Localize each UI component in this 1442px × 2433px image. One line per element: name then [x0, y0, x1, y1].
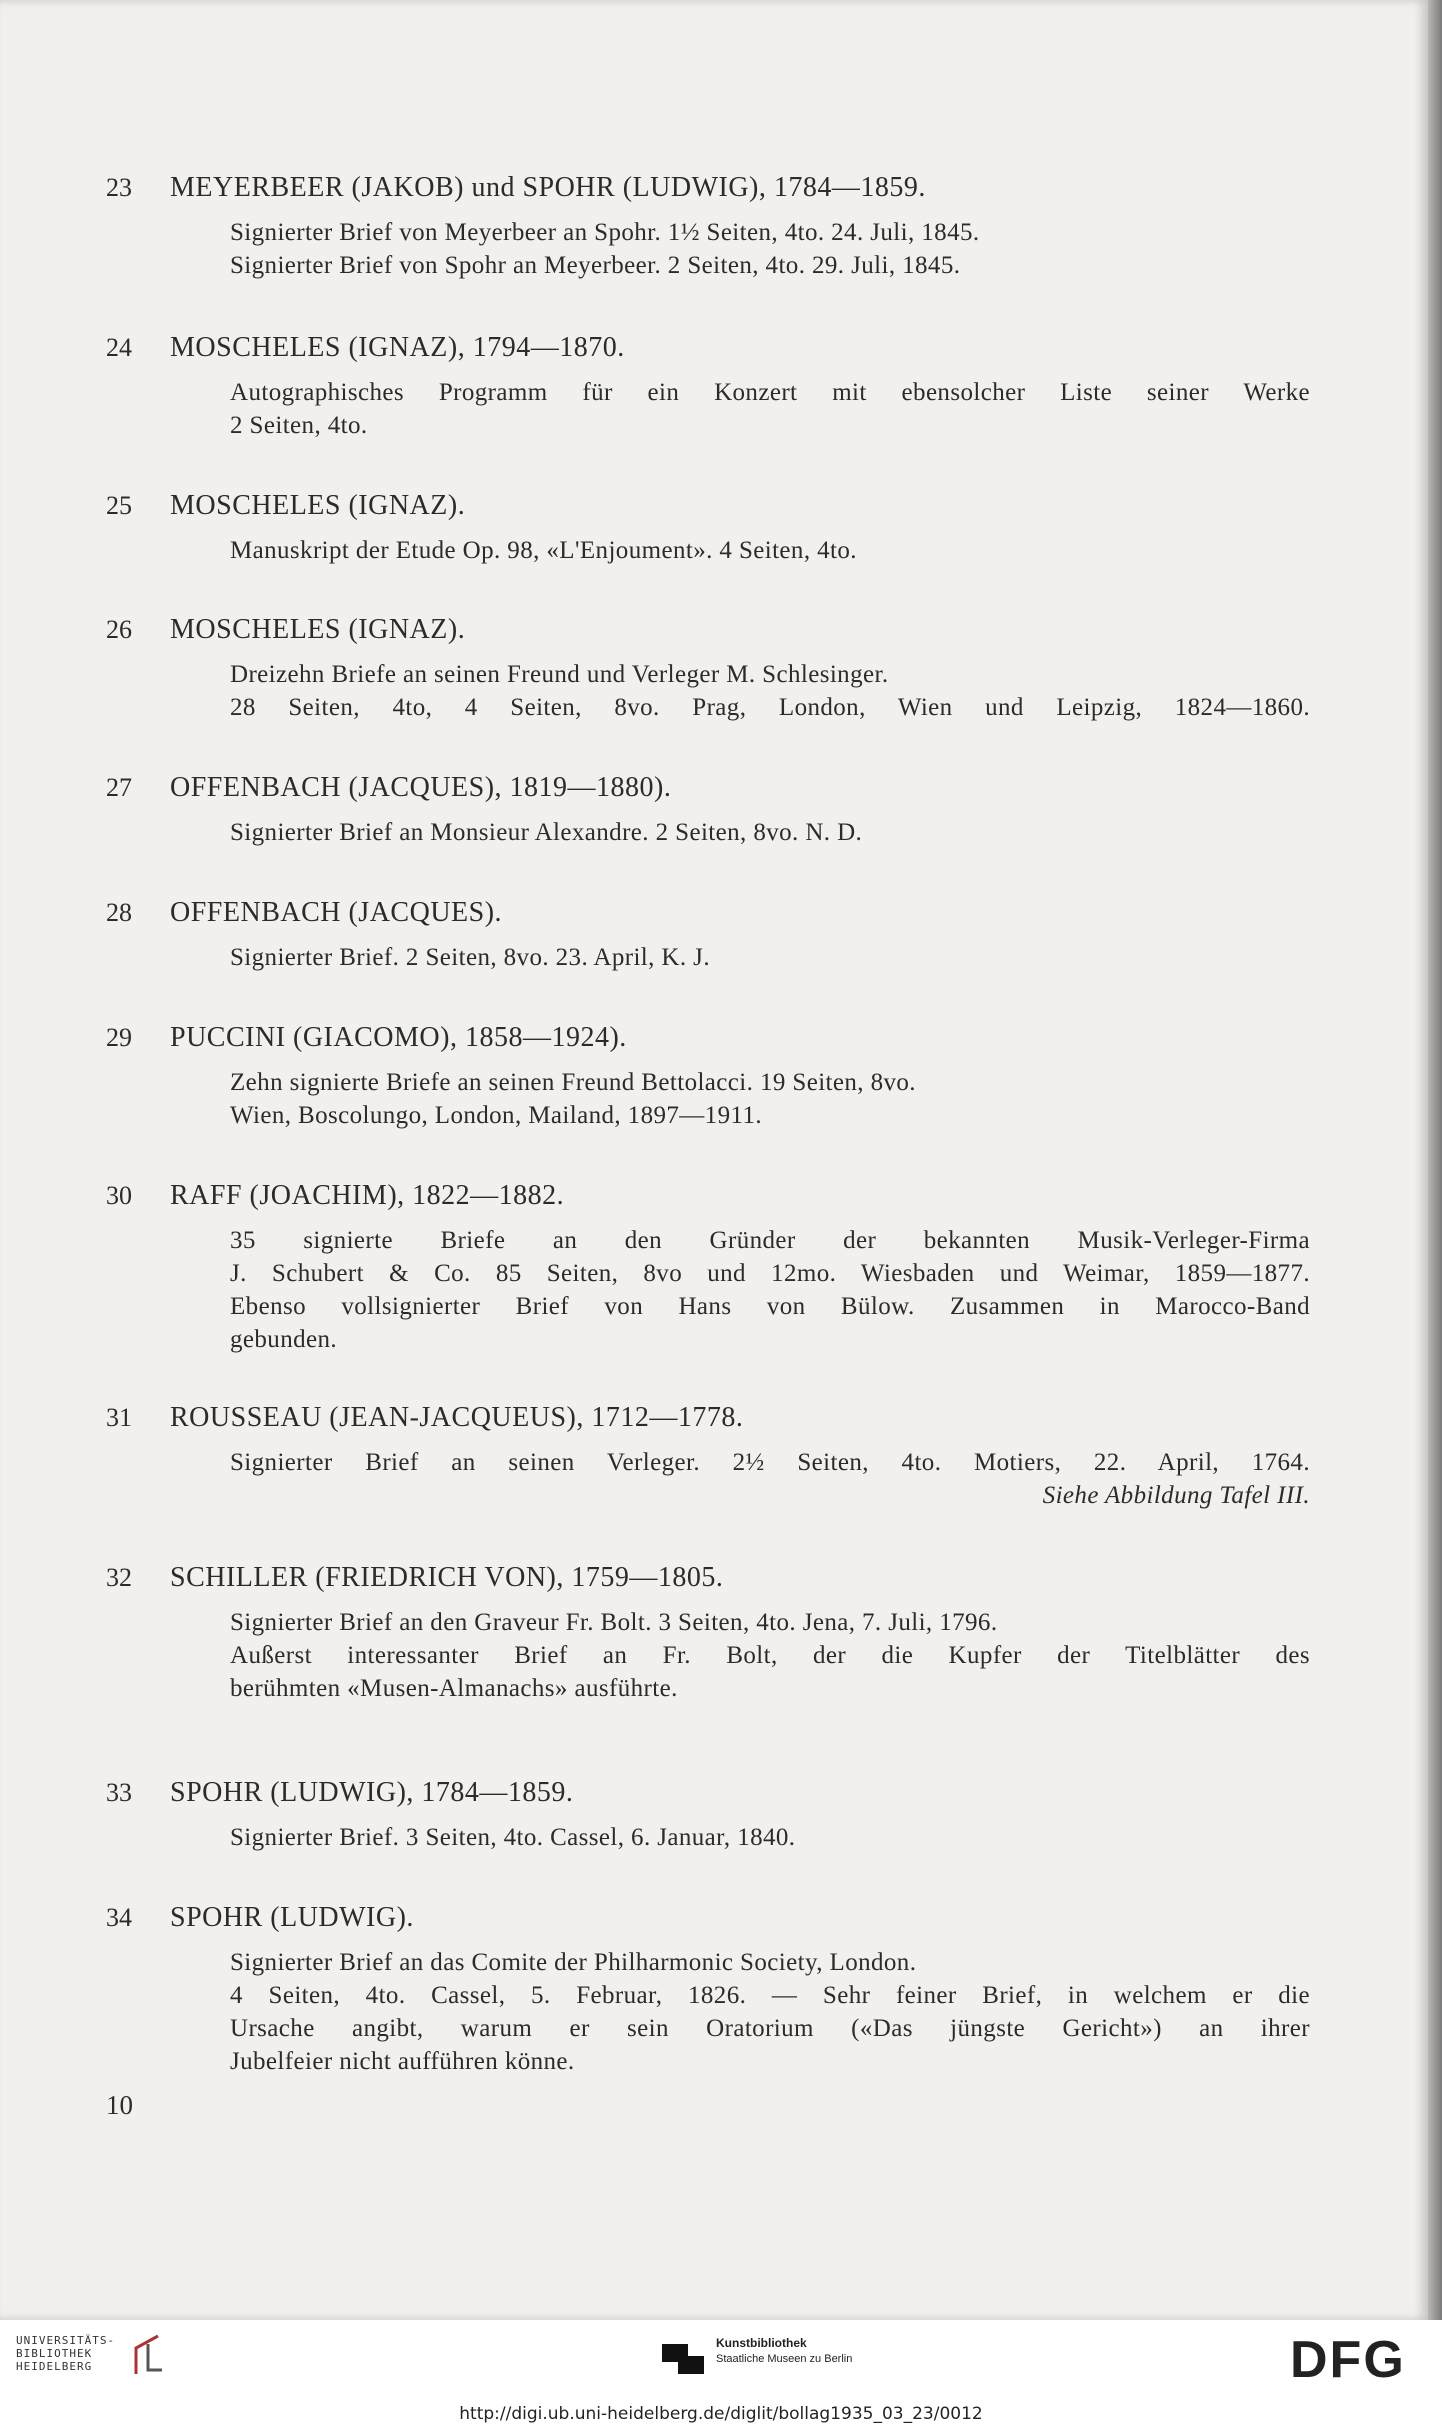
entry-heading: SPOHR (LUDWIG).: [170, 1902, 414, 1933]
entry-description: [230, 1224, 1310, 1356]
description-line: Signierter Brief von Meyerbeer an Spohr. 1½ Seiten, 4to. 24. Juli, 1845.: [230, 219, 980, 246]
entry-description: [230, 376, 1310, 442]
description-line: 2 Seiten, 4to.: [230, 412, 368, 439]
entry-number: 32: [106, 1563, 132, 1592]
entry-description: [230, 534, 1310, 567]
description-line: Signierter Brief. 3 Seiten, 4to. Cassel, 6. Januar, 1840.: [230, 1824, 796, 1851]
entry-number: 26: [106, 615, 132, 644]
entry-number: 24: [106, 333, 132, 362]
entry-heading: MOSCHELES (IGNAZ), 1794—1870.: [170, 332, 625, 363]
entry-heading: OFFENBACH (JACQUES).: [170, 897, 503, 928]
entry-heading: ROUSSEAU (JEAN-JACQUEUS), 1712—1778.: [170, 1402, 744, 1433]
description-line: J. Schubert & Co. 85 Seiten, 8vo und 12mo. Wiesbaden und Weimar, 1859—1877.: [230, 1260, 1310, 1287]
description-line: berühmten «Musen-Almanachs» ausführte.: [230, 1675, 678, 1702]
description-line: Siehe Abbildung Tafel III.: [1042, 1482, 1310, 1509]
entry-description: [230, 1821, 1310, 1854]
entry-description: [230, 1606, 1310, 1705]
university-line-3: HEIDELBERG: [16, 2360, 93, 2373]
university-logo-icon: [128, 2332, 168, 2378]
entry-number: 30: [106, 1181, 132, 1210]
description-line: Signierter Brief. 2 Seiten, 8vo. 23. April, K. J.: [230, 944, 710, 971]
entry-description: [230, 941, 1310, 974]
source-url[interactable]: http://digi.ub.uni-heidelberg.de/diglit/bollag1935_03_23/0012: [459, 2404, 983, 2424]
entry-number: 33: [106, 1778, 132, 1807]
description-line: Signierter Brief an den Graveur Fr. Bolt. 3 Seiten, 4to. Jena, 7. Juli, 1796.: [230, 1609, 998, 1636]
description-line: 35 signierte Briefe an den Gründer der bekannten Musik-Verleger-Firma: [230, 1227, 1310, 1254]
entry-description: [230, 816, 1310, 849]
description-line: 4 Seiten, 4to. Cassel, 5. Februar, 1826. — Sehr feiner Brief, in welchem er die: [230, 1982, 1310, 2009]
university-library-label: [16, 2334, 115, 2373]
entry-heading: MOSCHELES (IGNAZ).: [170, 490, 466, 521]
description-line: Außerst interessanter Brief an Fr. Bolt, der die Kupfer der Titelblätter des: [230, 1642, 1310, 1669]
entry-description: [230, 216, 1310, 282]
description-line: Signierter Brief an das Comite der Philharmonic Society, London.: [230, 1949, 917, 1976]
entry-number: 25: [106, 491, 132, 520]
university-line-1: UNIVERSITÄTS-: [16, 2334, 116, 2347]
entry-number: 27: [106, 773, 132, 802]
description-line: Zehn signierte Briefe an seinen Freund Bettolacci. 19 Seiten, 8vo.: [230, 1069, 916, 1096]
entry-heading: RAFF (JOACHIM), 1822—1882.: [170, 1180, 565, 1211]
entry-description: [230, 1946, 1310, 2078]
page-number: 10: [106, 2090, 133, 2120]
kunstbibliothek-title: Kunstbibliothek: [716, 2336, 807, 2350]
description-line: Dreizehn Briefe an seinen Freund und Verleger M. Schlesinger.: [230, 661, 889, 688]
kunstbibliothek-label: [716, 2336, 852, 2365]
page-edge-shadow: [1428, 0, 1442, 2433]
dfg-logo: DFG: [1290, 2331, 1406, 2389]
entry-number: 29: [106, 1023, 132, 1052]
entry-heading: SPOHR (LUDWIG), 1784—1859.: [170, 1777, 574, 1808]
description-line: Autographisches Programm für ein Konzert mit ebensolcher Liste seiner Werke: [230, 379, 1310, 406]
entry-number: 23: [106, 173, 132, 202]
entry-heading: PUCCINI (GIACOMO), 1858—1924).: [170, 1022, 627, 1053]
description-line: Manuskript der Etude Op. 98, «L'Enjoument». 4 Seiten, 4to.: [230, 537, 857, 564]
scan-footer: [0, 2320, 1442, 2433]
entry-number: 31: [106, 1403, 132, 1432]
entry-heading: SCHILLER (FRIEDRICH VON), 1759—1805.: [170, 1562, 724, 1593]
kunstbibliothek-subtitle: Staatliche Museen zu Berlin: [716, 2353, 853, 2365]
description-line: Signierter Brief an seinen Verleger. 2½ Seiten, 4to. Motiers, 22. April, 1764.: [230, 1449, 1310, 1476]
entry-description: [230, 1066, 1310, 1132]
description-line: Signierter Brief an Monsieur Alexandre. 2 Seiten, 8vo. N. D.: [230, 819, 863, 846]
entry-number: 28: [106, 898, 132, 927]
entry-heading: MEYERBEER (JAKOB) und SPOHR (LUDWIG), 1784—1859.: [170, 172, 926, 203]
description-line: Ursache angibt, warum er sein Oratorium («Das jüngste Gericht») an ihrer: [230, 2015, 1310, 2042]
entry-heading: MOSCHELES (IGNAZ).: [170, 614, 466, 645]
description-line: Ebenso vollsignierter Brief von Hans von Bülow. Zusammen in Marocco-Band: [230, 1293, 1310, 1320]
description-line: gebunden.: [230, 1326, 338, 1353]
kunstbibliothek-logo-icon: [658, 2334, 708, 2380]
entry-description: [230, 1446, 1310, 1512]
entry-description: [230, 658, 1310, 724]
description-line: 28 Seiten, 4to, 4 Seiten, 8vo. Prag, London, Wien und Leipzig, 1824—1860.: [230, 694, 1310, 721]
university-line-2: BIBLIOTHEK: [16, 2347, 93, 2360]
description-line: Signierter Brief von Spohr an Meyerbeer. 2 Seiten, 4to. 29. Juli, 1845.: [230, 252, 961, 279]
description-line: Wien, Boscolungo, London, Mailand, 1897—1911.: [230, 1102, 762, 1129]
description-line: Jubelfeier nicht aufführen könne.: [230, 2048, 575, 2075]
entry-heading: OFFENBACH (JACQUES), 1819—1880).: [170, 772, 672, 803]
entry-number: 34: [106, 1903, 132, 1932]
